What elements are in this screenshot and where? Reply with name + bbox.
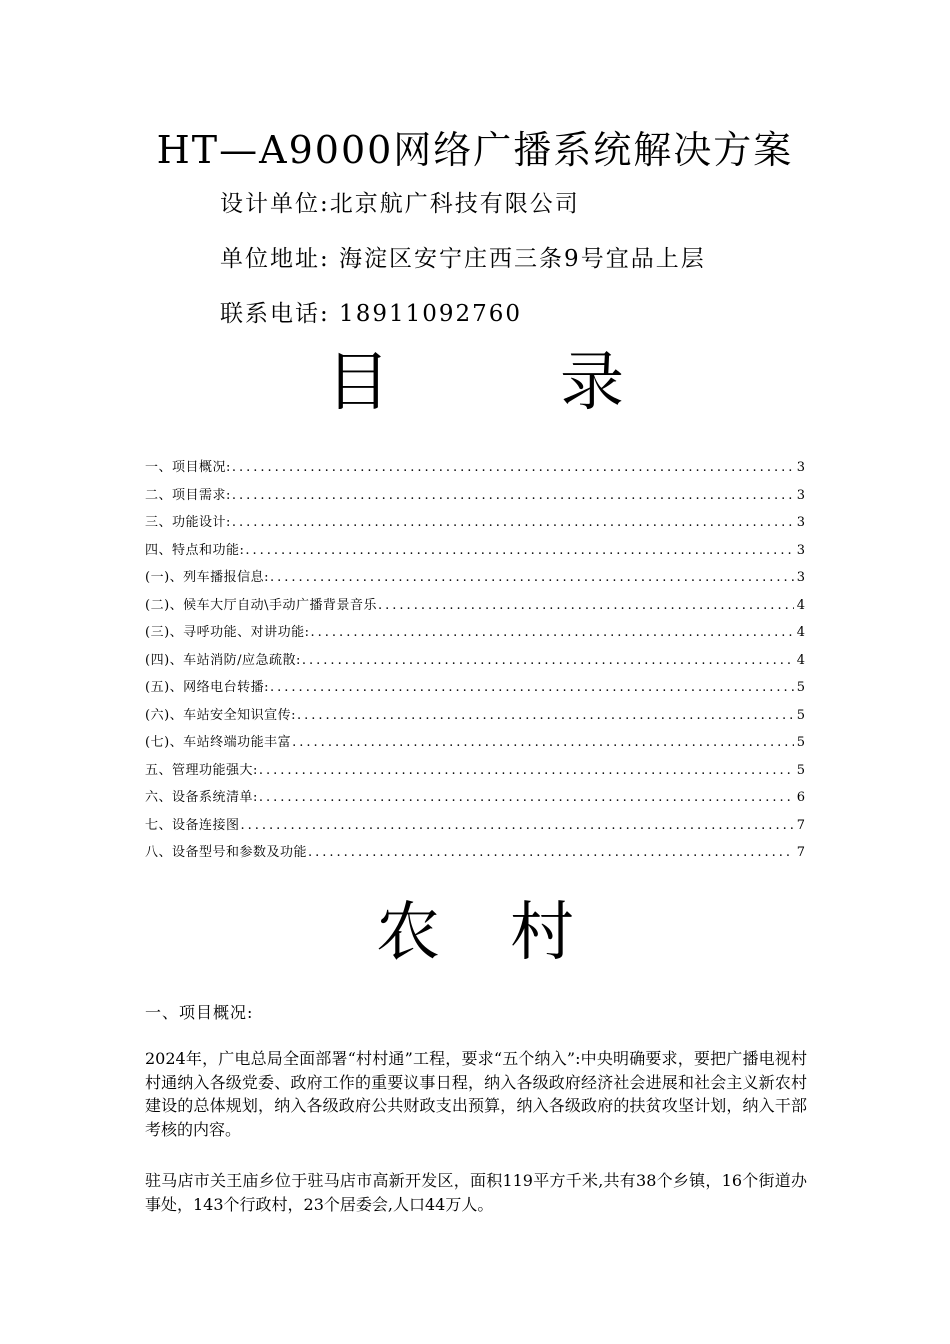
- toc-entry-page: 3: [796, 542, 805, 558]
- toc-leader-dots: [302, 653, 794, 668]
- toc-entry-page: 3: [796, 487, 805, 503]
- toc-entry-label: (六)、车站安全知识宣传:: [145, 707, 297, 723]
- toc-entry-label: 六、设备系统清单:: [145, 790, 258, 805]
- toc-entry-page: 5: [796, 707, 805, 723]
- toc-leader-dots: [270, 680, 794, 695]
- toc-entry-label: (四)、车站消防/应急疏散:: [145, 652, 301, 668]
- toc-entry[interactable]: [145, 594, 805, 622]
- phone-line: 联系电话: 18911092760: [220, 301, 523, 327]
- toc-leader-dots: [297, 708, 794, 723]
- toc-entry-label: (五)、网络电台转播:: [145, 680, 270, 695]
- paragraph: 驻马店市关王庙乡位于驻马店市高新开发区，面积119平方千米,共有38个乡镇，16个街道办事处，143个行政村，23个居委会,人口44万人。: [145, 1171, 807, 1214]
- toc-leader-dots: [259, 763, 794, 778]
- toc-entry[interactable]: [145, 649, 805, 677]
- paragraph: 2024年，广电总局全面部署“村村通”工程，要求“五个纳入”:中央明确要求，要把广播电视村村通纳入各级党委、政府工作的重要议事日程，纳入各级政府经济社会进展和社会主义新农村建设的总体规划，纳入各级政府公共财政支出预算，纳入各级政府的扶贫攻坚计划，纳入干部考核的内容。: [145, 1049, 807, 1139]
- toc-entry-page: 7: [796, 817, 805, 833]
- toc-entry[interactable]: [145, 511, 805, 539]
- table-of-contents: [145, 456, 805, 869]
- toc-entry-label: 三、功能设计:: [145, 515, 231, 530]
- toc-entry[interactable]: [145, 566, 805, 594]
- toc-entry[interactable]: [145, 456, 805, 484]
- toc-entry[interactable]: [145, 621, 805, 649]
- toc-entry[interactable]: [145, 786, 805, 814]
- toc-entry[interactable]: [145, 814, 805, 842]
- toc-entry-page: 4: [796, 625, 805, 640]
- toc-entry-page: 4: [796, 652, 805, 668]
- toc-entry[interactable]: [145, 759, 805, 787]
- toc-heading: [0, 338, 950, 444]
- toc-heading-char: 目: [326, 346, 390, 420]
- toc-entry-label: (一)、列车播报信息:: [145, 570, 270, 585]
- toc-entry-label: (七)、车站终端功能丰富: [145, 735, 292, 750]
- toc-leader-dots: [232, 460, 794, 475]
- toc-entry-page: 5: [796, 680, 805, 695]
- toc-entry-label: (三)、寻呼功能、对讲功能:: [145, 625, 310, 640]
- toc-leader-dots: [232, 488, 794, 503]
- toc-entry-label: (二)、候车大厅自动\手动广播背景音乐: [145, 597, 378, 613]
- toc-entry-label: 八、设备型号和参数及功能: [145, 845, 308, 860]
- toc-entry-page: 5: [796, 762, 805, 778]
- toc-entry-page: 5: [796, 735, 805, 750]
- section-title: 一、项目概况:: [145, 1003, 254, 1022]
- section-heading-char: 村: [510, 896, 574, 970]
- toc-leader-dots: [259, 790, 794, 805]
- toc-entry[interactable]: [145, 841, 805, 869]
- toc-entry-page: 4: [796, 597, 805, 613]
- toc-entry-label: 七、设备连接图: [145, 817, 240, 833]
- toc-entry-label: 一、项目概况:: [145, 460, 231, 475]
- toc-leader-dots: [232, 515, 794, 530]
- document-title: HT—A9000网络广播系统解决方案: [156, 128, 794, 172]
- toc-entry-page: 6: [796, 790, 805, 805]
- toc-entry-page: 3: [796, 515, 805, 530]
- toc-leader-dots: [270, 570, 794, 585]
- toc-leader-dots: [241, 818, 794, 833]
- toc-entry-page: 3: [796, 570, 805, 585]
- toc-entry[interactable]: [145, 704, 805, 732]
- section-heading-char: 农: [376, 896, 440, 970]
- toc-leader-dots: [311, 625, 794, 640]
- toc-entry-page: 3: [796, 460, 805, 475]
- toc-leader-dots: [292, 735, 794, 750]
- toc-entry-page: 7: [796, 845, 805, 860]
- toc-heading-char: 录: [560, 346, 624, 420]
- toc-entry[interactable]: [145, 676, 805, 704]
- toc-leader-dots: [308, 845, 794, 860]
- toc-entry-label: 四、特点和功能:: [145, 542, 245, 558]
- toc-leader-dots: [378, 598, 794, 613]
- toc-entry-label: 五、管理功能强大:: [145, 762, 258, 778]
- toc-entry[interactable]: [145, 539, 805, 567]
- design-unit-line: 设计单位:北京航广科技有限公司: [220, 191, 580, 217]
- toc-leader-dots: [245, 543, 793, 558]
- section-big-heading: [0, 888, 950, 994]
- toc-entry[interactable]: [145, 484, 805, 512]
- toc-entry[interactable]: [145, 731, 805, 759]
- address-line: 单位地址: 海淀区安宁庄西三条9号宜品上层: [220, 246, 706, 272]
- toc-entry-label: 二、项目需求:: [145, 487, 231, 503]
